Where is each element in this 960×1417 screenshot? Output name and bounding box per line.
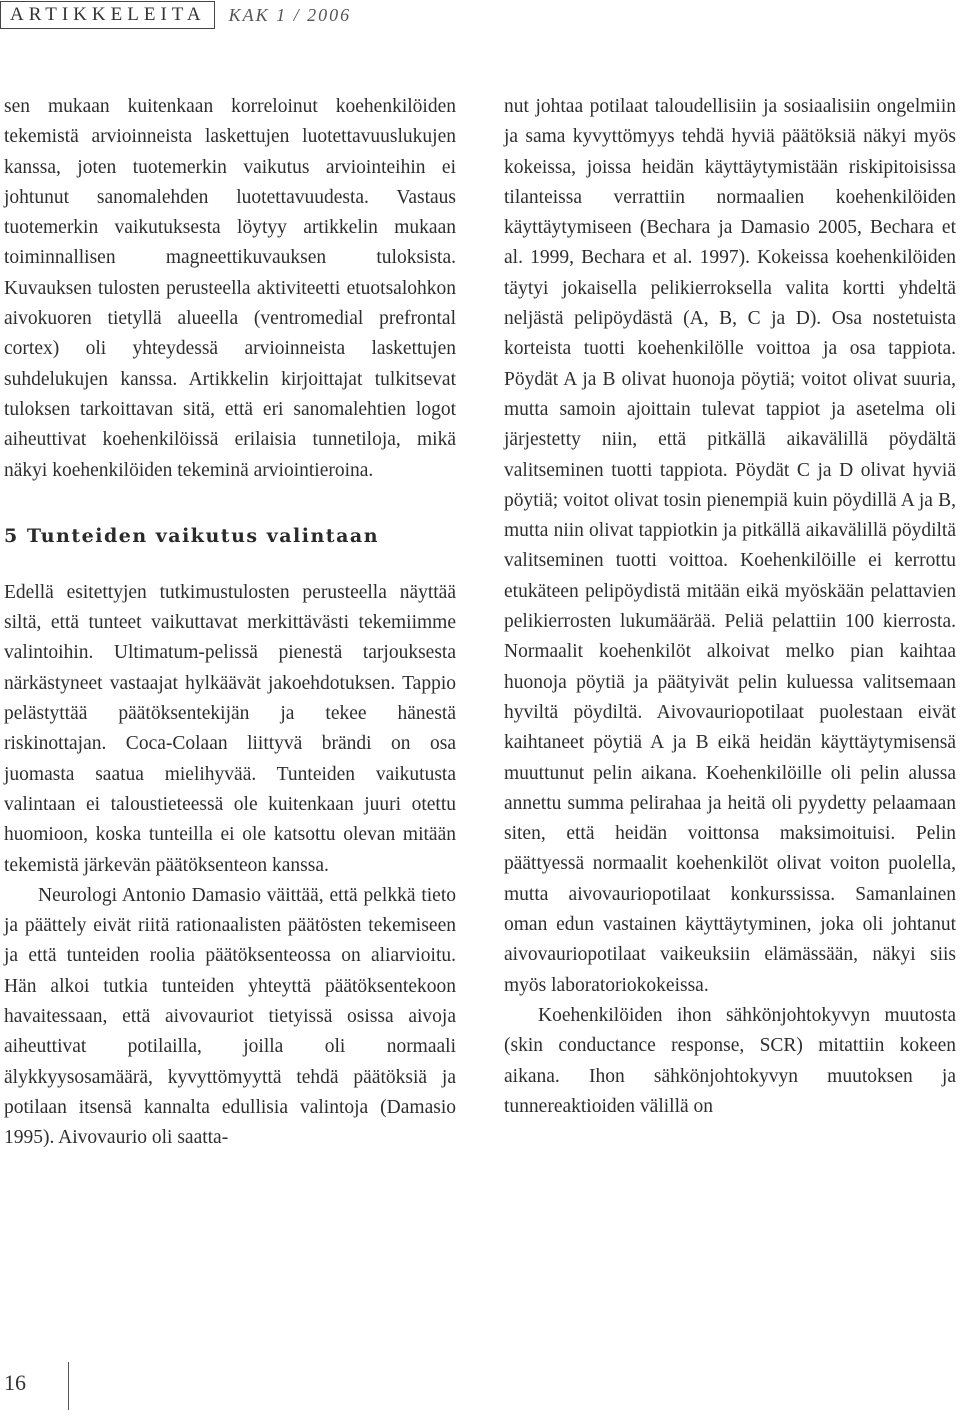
page-number: 16 — [4, 1370, 26, 1395]
right-column — [504, 92, 956, 1122]
section-label: ARTIKKELEITA — [0, 1, 215, 29]
page-header — [0, 0, 351, 30]
body-paragraph: Neurologi Antonio Damasio väittää, että pelkkä tieto ja päättely eivät riitä rationaalisten päätösten tekemiseen ja että tunteiden roolia päätöksenteossa on aliarvioitu. Hän alkoi tutkia tunteiden yhteyttä päätöksentekoon havaitessaan, että aivovauriot tietyissä osissa aivoja aiheuttivat potilailla, joilla oli normaali älykkyysosamäärä, kyvyttömyyttä tehdä päätöksiä ja potilaan itsensä kannalta edullisia valintoja (Damasio 1995). Aivovaurio oli saatta- — [4, 884, 456, 1149]
section-heading: 5 Tunteiden vaikutus valintaan — [4, 524, 380, 547]
body-paragraph: sen mukaan kuitenkaan korreloinut koehenkilöiden tekemistä arvioinneista laskettujen luotettavuuslukujen kanssa, joten tuotemerkin vaikutus arviointeihin ei johtunut sanomalehden luotettavuudesta. Vastaus tuotemerkin vaikutuksesta löytyy artikkelin mukaan toiminnallisen magneettikuvauksen tuloksista. Kuvauksen tulosten perusteella aktiviteetti etuotsalohkon aivokuoren tietyllä alueella (ventromedial prefrontal cortex) oli yhteydessä arvioinneista laskettujen suhdelukujen kanssa. Artikkelin kirjoittajat tulkitsevat tuloksen tarkoittavan sitä, että eri sanomalehtien logot aiheuttivat koehenkilöissä erilaisia tunnetiloja, mikä näkyi koehenkilöiden tekeminä arviointieroina. — [4, 96, 456, 481]
body-paragraph: Edellä esitettyjen tutkimustulosten perusteella näyttää siltä, että tunteet vaikuttavat merkittävästi tekemiimme valintoihin. Ultimatum-pelissä pienestä tarjouksesta närkästyneet vastaajat hylkäävät jakoehdotuksen. Tappio pelästyttää päätöksentekijän ja tekee hänestä riskinottajan. Coca-Colaan liittyvä brändi on osa juomasta saatua mielihyvää. Tunteiden vaikutusta valintaan ei taloustieteessä ole kuitenkaan juuri otettu huomioon, koska tunteilla ei ole katsottu olevan mitään tekemistä järkevän päätöksenteon kanssa. — [4, 581, 456, 876]
journal-issue: KAK 1 / 2006 — [228, 4, 352, 25]
left-column — [4, 92, 456, 1154]
footer-divider — [68, 1362, 69, 1410]
body-paragraph: Koehenkilöiden ihon sähkönjohtokyvyn muutosta (skin conductance response, SCR) mitattiin kokeen aikana. Ihon sähkönjohtokyvyn muutoksen ja tunnereaktioiden välillä on — [504, 1004, 956, 1117]
body-paragraph: nut johtaa potilaat taloudellisiin ja sosiaalisiin ongelmiin ja sama kyvyttömyys tehdä hyviä päätöksiä näkyi myös kokeissa, joissa heidän käyttäytymistään riskipitoisissa tilanteissa verrattiin normaalien koehenkilöiden käyttäytymiseen (Bechara ja Damasio 2005, Bechara et al. 1999, Bechara et al. 1997). Kokeissa koehenkilöiden täytyi jokaisella pelikierroksella valita kortti yhdeltä neljästä pelipöydästä (A, B, C ja D). Osa nostetuista korteista tuotti koehenkilölle voittoa ja osa tappiota. Pöydät A ja B olivat huonoja pöytiä; voitot olivat suuria, mutta samoin ajoittain tulevat tappiot ja asetelma oli järjestetty niin, että pitkällä aikavälillä pöydältä valitseminen tuotti tappiota. Pöydät C ja D olivat hyviä pöytiä; voitot olivat tosin pienempiä kuin pöydillä A ja B, mutta niin olivat tappiotkin ja pitkällä aikavälillä pöydiltä valitseminen tuotti voittoa. Koehenkilöille ei kerrottu etukäteen pelipöydistä mitään eikä myöskään pelattavien pelikierrosten lukumäärää. Peliä pelattiin 100 kierrosta. Normaalit koehenkilöt alkoivat melko pian kaihtaa huonoja pöytiä ja päätyivät pelin kuluessa valitsemaan hyviltä pöydiltä. Aivovauriopotilaat puolestaan eivät kaihtaneet pöytiä A ja B eikä heidän käyttäytymisensä muuttunut pelin aikana. Koehenkilöille oli pelin alussa annettu summa pelirahaa ja heitä oli pyydetty pelaamaan siten, että heidän voittonsa maksimoituisi. Pelin päättyessä normaalit koehenkilöt olivat voiton puolella, mutta aivovauriopotilaat konkurssissa. Samanlainen oman edun vastainen käyttäytyminen, joka oli johtanut aivovauriopotilaat vaikeuksiin elämässään, näkyi siis myös laboratoriokokeissa. — [504, 96, 956, 996]
